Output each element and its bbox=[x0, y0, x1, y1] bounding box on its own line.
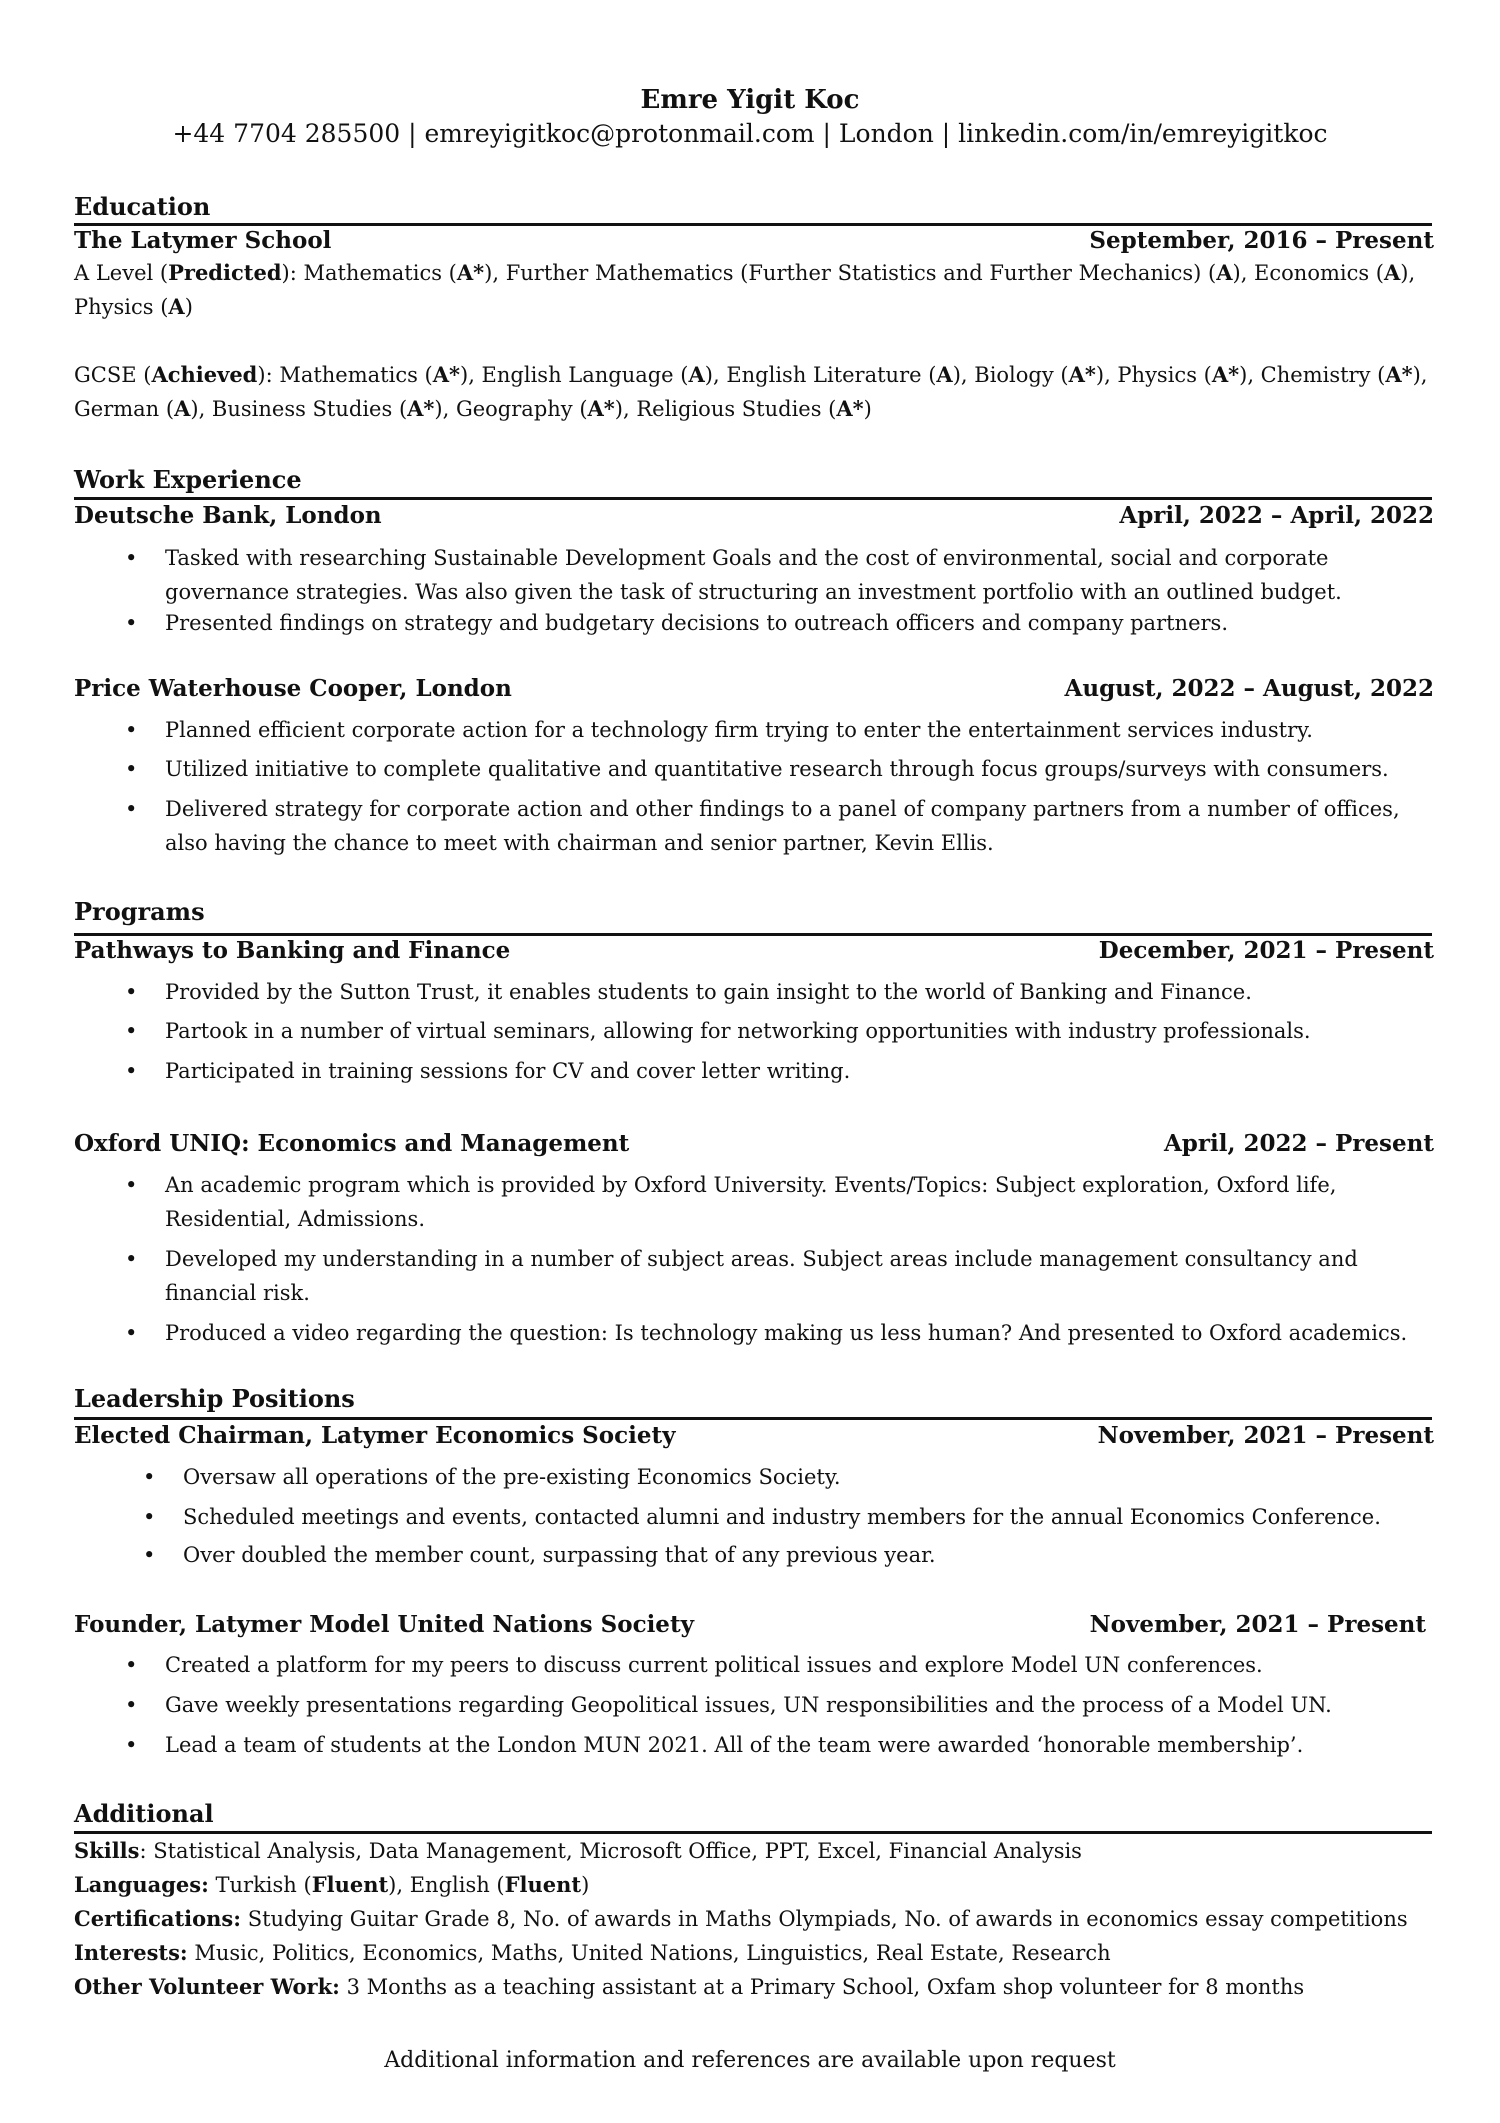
text-segment: ), English ( bbox=[388, 1873, 505, 1897]
bullet-item: • Utilized initiative to complete qualitative and quantitative research through focus groups/surveys with consumers. bbox=[125, 752, 1425, 786]
program-dates: December, 2021 – Present bbox=[1098, 937, 1434, 964]
bold-text-segment: A bbox=[168, 294, 185, 319]
bullet-item: • Scheduled meetings and events, contacted alumni and industry members for the annual Economics Conference. bbox=[143, 1500, 1443, 1534]
text-segment: Turkish ( bbox=[208, 1873, 312, 1897]
bullet-icon: • bbox=[125, 757, 138, 781]
bullet-item: • Tasked with researching Sustainable Development Goals and the cost of environmental, social and corporate governance strategies. Was also given the task of structuring an investment portfolio with an outlined budget. bbox=[125, 541, 1425, 609]
bullet-item: • Produced a video regarding the question: Is technology making us less human? And presented to Oxford academics. bbox=[125, 1316, 1425, 1350]
text-segment: : Statistical Analysis, Data Management, Microsoft Office, PPT, Excel, Financial Analysis bbox=[139, 1839, 1082, 1863]
text-segment: Studying Guitar Grade 8, No. of awards in Maths Olympiads, No. of awards in economics essay competitions bbox=[241, 1907, 1408, 1931]
text-segment: ), German ( bbox=[74, 363, 1428, 421]
certifications-line bbox=[74, 1902, 1434, 1936]
bullet-icon: • bbox=[125, 1059, 138, 1083]
text-segment: ), English Literature ( bbox=[704, 363, 937, 387]
text-segment: ), English Language ( bbox=[460, 363, 689, 387]
bold-text-segment: A* bbox=[1068, 362, 1096, 387]
bullet-icon: • bbox=[125, 980, 138, 1004]
school-name: The Latymer School bbox=[74, 227, 332, 254]
bullet-icon: • bbox=[125, 1321, 138, 1345]
position-dates: November, 2021 – Present bbox=[1097, 1422, 1434, 1449]
text-segment: ), Physics ( bbox=[1095, 363, 1212, 387]
position-title: Elected Chairman, Latymer Economics Society bbox=[74, 1422, 676, 1449]
bullet-item: • Developed my understanding in a number of subject areas. Subject areas include management consultancy and financial risk. bbox=[125, 1242, 1425, 1310]
bold-text-segment: A* bbox=[1211, 362, 1240, 387]
school-dates: September, 2016 – Present bbox=[1089, 227, 1434, 254]
text-segment: ), Biology ( bbox=[952, 363, 1069, 387]
bullet-item: • Delivered strategy for corporate action and other findings to a panel of company partners from a number of offices, also having the chance to meet with chairman and senior partner, Kevin Ellis. bbox=[125, 792, 1425, 860]
bullet-item: • Planned efficient corporate action for a technology firm trying to enter the entertainment services industry. bbox=[125, 713, 1425, 747]
text-segment: ), Chemistry ( bbox=[1239, 363, 1386, 387]
bold-text-segment: A bbox=[174, 396, 191, 421]
bullet-item: • Over doubled the member count, surpassing that of any previous year. bbox=[143, 1538, 1443, 1572]
text-segment: Music, Politics, Economics, Maths, United Nations, Linguistics, Real Estate, Research bbox=[187, 1941, 1111, 1965]
a-level-results bbox=[74, 256, 1434, 324]
bold-text-segment: A* bbox=[456, 260, 485, 285]
text-segment: ), Further Mathematics (Further Statistics and Further Mechanics) ( bbox=[484, 261, 1217, 285]
text-segment: ) bbox=[581, 1873, 590, 1897]
section-heading-additional: Additional bbox=[74, 1799, 214, 1828]
bullet-icon: • bbox=[125, 546, 138, 570]
bold-text-segment: Fluent bbox=[311, 1872, 389, 1897]
bullet-item: • Lead a team of students at the London MUN 2021. All of the team were awarded ‘honorable membership’. bbox=[125, 1728, 1425, 1762]
bullet-icon: • bbox=[125, 1019, 138, 1043]
text-segment: ), Economics ( bbox=[1232, 261, 1384, 285]
contact-line: +44 7704 285500 | emreyigitkoc@protonmail.com | London | linkedin.com/in/emreyigitkoc bbox=[172, 119, 1328, 148]
text-segment: ), Religious Studies ( bbox=[614, 397, 837, 421]
bullet-icon: • bbox=[125, 1653, 138, 1677]
bullet-icon: • bbox=[125, 1693, 138, 1717]
bullet-item: • Presented findings on strategy and budgetary decisions to outreach officers and company partners. bbox=[125, 606, 1425, 640]
text-segment: ): Mathematics ( bbox=[281, 261, 457, 285]
program-dates: April, 2022 – Present bbox=[1163, 1130, 1434, 1157]
bullet-icon: • bbox=[125, 1173, 138, 1197]
bold-text-segment: Certifications: bbox=[74, 1906, 242, 1931]
program-name: Oxford UNIQ: Economics and Management bbox=[74, 1130, 630, 1157]
job-dates: April, 2022 – April, 2022 bbox=[1119, 502, 1434, 529]
position-title: Founder, Latymer Model United Nations Society bbox=[74, 1611, 694, 1638]
section-heading-work: Work Experience bbox=[74, 465, 302, 494]
bullet-icon: • bbox=[125, 1247, 138, 1271]
text-segment: A Level ( bbox=[74, 261, 169, 285]
text-segment: ), Business Studies ( bbox=[190, 397, 408, 421]
job-header bbox=[74, 672, 1434, 706]
program-name: Pathways to Banking and Finance bbox=[74, 937, 511, 964]
volunteer-line bbox=[74, 1970, 1434, 2004]
text-segment: GCSE ( bbox=[74, 363, 152, 387]
bullet-icon: • bbox=[143, 1465, 156, 1489]
bullet-icon: • bbox=[125, 611, 138, 635]
position-dates: November, 2021 – Present bbox=[1089, 1611, 1426, 1638]
bullet-icon: • bbox=[125, 797, 138, 821]
text-segment: ), Physics ( bbox=[74, 261, 1416, 319]
bullet-item: • Created a platform for my peers to discuss current political issues and explore Model UN conferences. bbox=[125, 1648, 1425, 1682]
bullet-item: • Participated in training sessions for CV and cover letter writing. bbox=[125, 1054, 1425, 1088]
education-entry-header bbox=[74, 224, 1434, 258]
bullet-item: • Gave weekly presentations regarding Geopolitical issues, UN responsibilities and the process of a Model UN. bbox=[125, 1688, 1425, 1722]
bold-text-segment: Predicted bbox=[168, 260, 282, 285]
text-segment: ) bbox=[184, 295, 193, 319]
candidate-name: Emre Yigit Koc bbox=[640, 85, 860, 115]
job-org: Deutsche Bank, London bbox=[74, 502, 382, 529]
bold-text-segment: A* bbox=[432, 362, 461, 387]
bullet-item: • An academic program which is provided by Oxford University. Events/Topics: Subject exploration, Oxford life, Residential, Admissions. bbox=[125, 1168, 1425, 1236]
job-org: Price Waterhouse Cooper, London bbox=[74, 675, 512, 702]
position-header bbox=[74, 1608, 1426, 1642]
bold-text-segment: Skills bbox=[74, 1838, 140, 1863]
bullet-item: • Oversaw all operations of the pre-existing Economics Society. bbox=[143, 1460, 1443, 1494]
footer-note: Additional information and references are available upon request bbox=[384, 2048, 1116, 2073]
bullet-item: • Provided by the Sutton Trust, it enables students to gain insight to the world of Banking and Finance. bbox=[125, 975, 1425, 1009]
section-heading-education: Education bbox=[74, 192, 211, 221]
section-heading-programs: Programs bbox=[74, 897, 205, 926]
bullet-icon: • bbox=[143, 1505, 156, 1529]
bold-text-segment: A* bbox=[587, 396, 615, 421]
bold-text-segment: Achieved bbox=[151, 362, 258, 387]
bold-text-segment: Languages: bbox=[74, 1872, 209, 1897]
text-segment: 3 Months as a teaching assistant at a Primary School, Oxfam shop volunteer for 8 months bbox=[339, 1975, 1305, 1999]
text-segment: ): Mathematics ( bbox=[257, 363, 433, 387]
job-dates: August, 2022 – August, 2022 bbox=[1064, 675, 1434, 702]
text-segment: ), Geography ( bbox=[434, 397, 588, 421]
bold-text-segment: A* bbox=[836, 396, 864, 421]
gcse-results bbox=[74, 358, 1434, 426]
skills-line bbox=[74, 1834, 1434, 1868]
bold-text-segment: A bbox=[1384, 260, 1401, 285]
bullet-icon: • bbox=[143, 1543, 156, 1567]
bold-text-segment: A bbox=[1216, 260, 1233, 285]
program-header bbox=[74, 1127, 1434, 1161]
bold-text-segment: A* bbox=[407, 396, 435, 421]
bold-text-segment: A* bbox=[1385, 362, 1413, 387]
languages-line bbox=[74, 1868, 1434, 1902]
text-segment: ) bbox=[863, 397, 872, 421]
section-heading-leadership: Leadership Positions bbox=[74, 1384, 355, 1413]
bold-text-segment: Interests: bbox=[74, 1940, 188, 1965]
bullet-item: • Partook in a number of virtual seminars, allowing for networking opportunities with industry professionals. bbox=[125, 1014, 1425, 1048]
bold-text-segment: A bbox=[936, 362, 953, 387]
bold-text-segment: Other Volunteer Work: bbox=[74, 1974, 340, 1999]
bold-text-segment: A bbox=[688, 362, 705, 387]
bullet-icon: • bbox=[125, 1733, 138, 1757]
program-header bbox=[74, 934, 1434, 968]
job-header bbox=[74, 499, 1434, 533]
bold-text-segment: Fluent bbox=[504, 1872, 582, 1897]
interests-line bbox=[74, 1936, 1434, 1970]
position-header bbox=[74, 1419, 1434, 1453]
bullet-icon: • bbox=[125, 718, 138, 742]
